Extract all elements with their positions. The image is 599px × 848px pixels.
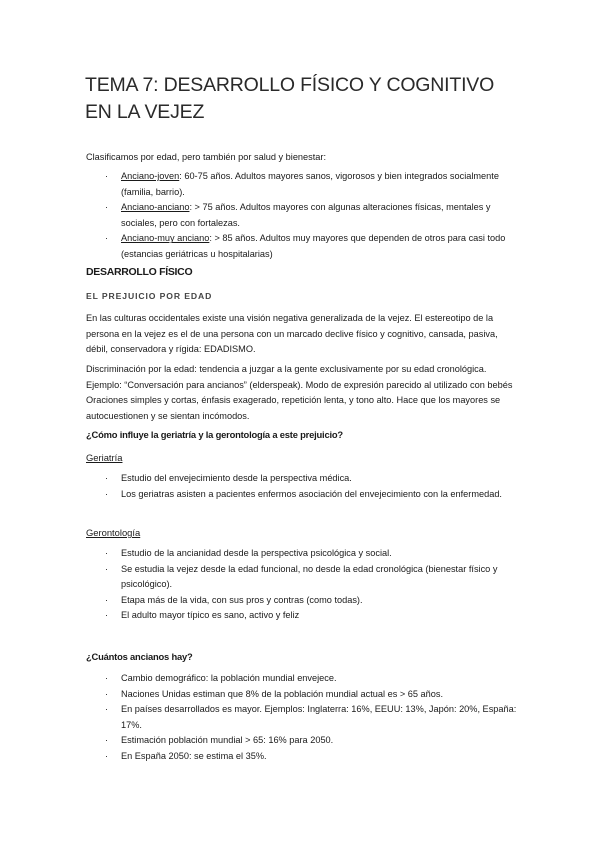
bullet-icon: · xyxy=(105,610,109,621)
gerontologia-label: Gerontología xyxy=(86,527,141,538)
page-title: TEMA 7: DESARROLLO FÍSICO Y COGNITIVO EN LA VEJEZ xyxy=(85,74,495,123)
term-text: : 60-75 años. Adultos mayores sanos, vigorosos y bien integrados socialmente (familia, barrio). xyxy=(121,171,499,197)
list-item: · Estudio del envejecimiento desde la perspectiva médica. xyxy=(105,471,517,487)
geriatria-list xyxy=(105,471,517,502)
geriatria-label: Geriatría xyxy=(86,452,123,463)
bullet-icon: · xyxy=(105,473,109,483)
bullet-icon: · xyxy=(105,202,109,213)
list-item: · Cambio demográfico: la población mundial envejece. xyxy=(105,671,517,687)
list-item: · Se estudia la vejez desde la edad funcional, no desde la edad cronológica (bienestar físico y psicológico). xyxy=(105,563,498,590)
list-item: · En países desarrollados es mayor. Ejemplos: Inglaterra: 16%, EEUU: 13%, Japón: 20%, España: 17%. xyxy=(105,704,517,730)
age-groups-list xyxy=(105,169,517,263)
paragraph-edadismo: En las culturas occidentales existe una visión negativa generalizada de la vejez. El estereotipo de la persona en la vejez es el de una persona con un marcado declive físico y cognitivo, cansada, pasiva, débil, conservadora y rígida: EDADISMO. xyxy=(86,313,498,355)
question-ancianos: ¿Cuántos ancianos hay? xyxy=(86,651,193,662)
bullet-icon: · xyxy=(105,594,109,605)
question-geriatria: ¿Cómo influye la geriatría y la gerontología a este prejuicio? xyxy=(86,429,343,440)
term-text: : > 85 años. Adultos muy mayores que dependen de otros para casi todo (estancias geriátricas u hospitalarias) xyxy=(121,233,506,259)
list-item: · Etapa más de la vida, con sus pros y contras (como todas). xyxy=(105,593,517,609)
bullet-icon: · xyxy=(105,563,109,574)
term-label: Anciano-joven xyxy=(121,171,180,181)
bullet-icon: · xyxy=(105,735,109,746)
list-item xyxy=(105,231,517,262)
bullet-icon: · xyxy=(105,673,109,683)
list-item: · El adulto mayor típico es sano, activo y feliz xyxy=(105,608,517,624)
term-label: Anciano-anciano xyxy=(121,202,190,213)
stats-list xyxy=(105,671,517,765)
subsection-heading: EL PREJUICIO POR EDAD xyxy=(86,291,213,301)
bullet-icon: · xyxy=(105,688,109,699)
list-item xyxy=(105,169,517,200)
bullet-icon: · xyxy=(105,233,109,244)
term-label: Anciano-muy anciano xyxy=(121,233,210,244)
list-item: · Estudio de la ancianidad desde la perspectiva psicológica y social. xyxy=(105,546,517,562)
list-item: · Estimación población mundial > 65: 16% para 2050. xyxy=(105,733,517,749)
list-item xyxy=(105,200,517,231)
list-item: · Naciones Unidas estiman que 8% de la población mundial actual es > 65 años. xyxy=(105,687,517,703)
intro-text: Clasificamos por edad, pero también por salud y bienestar: xyxy=(86,152,327,162)
bullet-icon: · xyxy=(105,750,109,761)
term-text: : > 75 años. Adultos mayores con algunas alteraciones físicas, mentales y sociales, pero con fortalezas. xyxy=(121,202,491,228)
gerontologia-list xyxy=(105,546,517,624)
list-item: · Los geriatras asisten a pacientes enfermos asociación del envejecimiento con la enfermedad. xyxy=(105,487,517,503)
bullet-icon: · xyxy=(105,704,109,715)
bullet-icon: · xyxy=(105,171,109,181)
list-item: · En España 2050: se estima el 35%. xyxy=(105,749,517,765)
section-heading: DESARROLLO FÍSICO xyxy=(86,266,193,278)
paragraph-discriminacion: Discriminación por la edad: tendencia a juzgar a la gente exclusivamente por su edad cronológica. Ejemplo: “Conversación para ancianos” (elderspeak). Modo de expresión parecido al utilizado con bebés Oraciones simples y cortas, énfasis exagerado, repetición lenta, y tono alto. Hace que los mayores se autocuestionen y se sientan incómodos. xyxy=(86,364,513,421)
bullet-icon: · xyxy=(105,488,109,499)
bullet-icon: · xyxy=(105,548,109,558)
